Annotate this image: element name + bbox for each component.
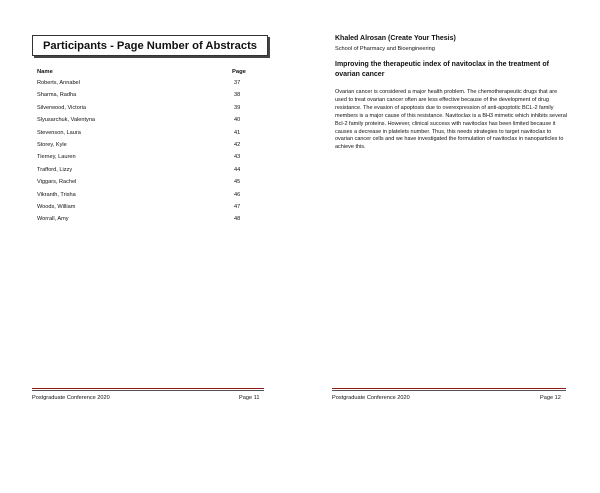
list-item xyxy=(0,204,300,216)
name-column-header: Name xyxy=(37,69,53,75)
participant-page: 43 xyxy=(234,154,241,161)
participant-page: 41 xyxy=(234,129,241,136)
participant-name: Viggars, Rachel xyxy=(37,179,77,186)
left-page xyxy=(0,0,300,424)
participant-name: Trafford, Lizzy xyxy=(37,166,73,173)
footer-page-number: Page 12 xyxy=(540,395,561,401)
footer-page-number: Page 11 xyxy=(239,395,260,401)
participant-name: Storey, Kyle xyxy=(37,141,67,148)
list-item xyxy=(0,167,300,179)
participant-name: Tierney, Lauren xyxy=(37,154,76,161)
participant-page: 37 xyxy=(234,80,241,86)
participant-page: 39 xyxy=(234,104,241,111)
abstract-title: Improving the therapeutic index of navitoclax in the treatment of ovarian cancer xyxy=(335,61,549,78)
list-item xyxy=(0,154,300,166)
right-page xyxy=(300,0,600,424)
footer-conference: Postgraduate Conference 2020 xyxy=(332,395,410,401)
list-item xyxy=(0,192,300,204)
footer-rule xyxy=(332,388,566,391)
list-item xyxy=(0,179,300,191)
abstract-school: School of Pharmacy and Bioengineering xyxy=(335,46,435,52)
list-item xyxy=(0,105,300,117)
list-item xyxy=(0,216,300,228)
participant-page: 40 xyxy=(234,117,241,124)
participant-name: Woods, William xyxy=(37,203,76,210)
list-item xyxy=(0,80,300,92)
abstract-author: Khaled Alrosan (Create Your Thesis) xyxy=(335,35,456,42)
participant-page: 46 xyxy=(234,191,241,198)
participant-name: Sharma, Radha xyxy=(37,92,77,99)
participant-page: 48 xyxy=(234,216,241,223)
participant-name: Roberts, Annabel xyxy=(37,80,80,86)
footer-rule xyxy=(32,388,264,391)
participant-name: Silverwood, Victoria xyxy=(37,104,87,111)
page-column-header: Page xyxy=(232,69,246,75)
participant-name: Worrall, Amy xyxy=(37,216,69,223)
participant-page: 47 xyxy=(234,203,241,210)
participants-list xyxy=(0,80,300,229)
participant-page: 45 xyxy=(234,179,241,186)
list-item xyxy=(0,117,300,129)
footer-conference: Postgraduate Conference 2020 xyxy=(32,395,110,401)
participant-page: 42 xyxy=(234,141,241,148)
participant-page: 44 xyxy=(234,166,241,173)
participant-name: Slyusarchuk, Valentyna xyxy=(37,117,96,124)
list-item xyxy=(0,142,300,154)
list-item xyxy=(0,92,300,104)
list-item xyxy=(0,130,300,142)
participant-page: 38 xyxy=(234,92,241,99)
participant-name: Stevenson, Laura xyxy=(37,129,81,136)
abstract-body: Ovarian cancer is considered a major health problem. The chemotherapeutic drugs that are used to treat ovarian cancer often are less effective because of the development of drug resistance. The evasion of apoptosis due to overexpression of anti-apoptotic BCL-2 family members is a major cause of this resistance. Navitoclax is a BH3 mimetic which inhibits several Bcl-2 family proteins. However, clinical success with navitoclax has been limited because it causes a decrease in platelets number. Thus, this needs strategies to target navitoclax to ovarian cancer cells and we have investigated the formulation of navitoclax in nanoparticles to achieve this. xyxy=(335,89,567,151)
page-title: Participants - Page Number of Abstracts xyxy=(32,35,268,56)
participant-name: Vikranth, Trisha xyxy=(37,191,76,198)
